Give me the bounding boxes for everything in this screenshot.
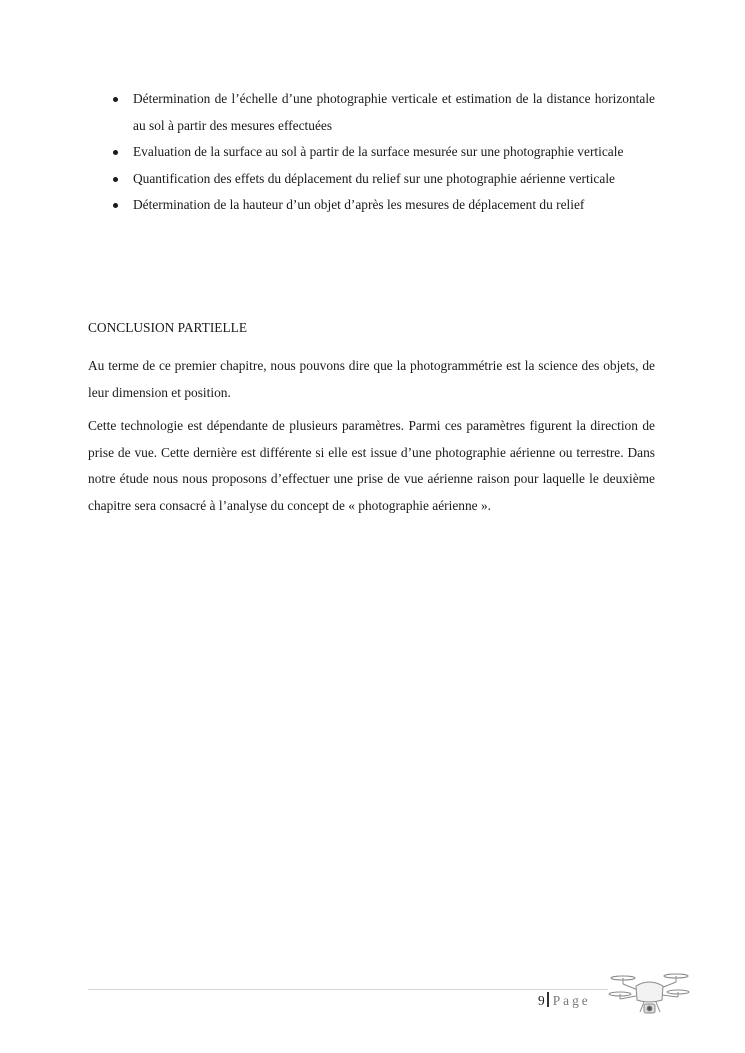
- separator: [547, 992, 549, 1007]
- paragraph: Cette technologie est dépendante de plusieurs paramètres. Parmi ces paramètres figurent la direction de prise de vue. Cette dernière est différente si elle est issue d’une photographie aérienne ou terrestre. Dans notre étude nous nous proposons d’effectuer une prise de vue aérienne raison pour laquelle le deuxième chapitre sera consacré à l’analyse du concept de « photographie aérienne ».: [88, 418, 655, 513]
- page-number: [538, 991, 591, 1011]
- list-item-text: Evaluation de la surface au sol à partir de la surface mesurée sur une photographie verticale: [133, 144, 624, 159]
- drone-icon: [606, 968, 692, 1026]
- list-item: [88, 139, 655, 166]
- list-item: [88, 166, 655, 193]
- list-item-text: Détermination de la hauteur d’un objet d’après les mesures de déplacement du relief: [133, 197, 585, 212]
- page-label: Page: [552, 993, 591, 1008]
- bullet-list: [88, 86, 655, 219]
- list-item: [88, 192, 655, 219]
- bullet-icon: [113, 97, 118, 102]
- list-item-text: Détermination de l’échelle d’une photographie verticale et estimation de la distance horizontale au sol à partir des mesures effectuées: [133, 91, 655, 133]
- page-number-value: 9: [538, 993, 545, 1008]
- list-item: [88, 86, 655, 139]
- bullet-icon: [113, 177, 118, 182]
- paragraph: Au terme de ce premier chapitre, nous pouvons dire que la photogrammétrie est la science des objets, de leur dimension et position.: [88, 358, 655, 400]
- bullet-icon: [113, 150, 118, 155]
- bullet-icon: [113, 203, 118, 208]
- footer-divider: [88, 989, 608, 990]
- list-item-text: Quantification des effets du déplacement du relief sur une photographie aérienne verticale: [133, 170, 615, 186]
- section-heading: CONCLUSION PARTIELLE: [88, 320, 248, 335]
